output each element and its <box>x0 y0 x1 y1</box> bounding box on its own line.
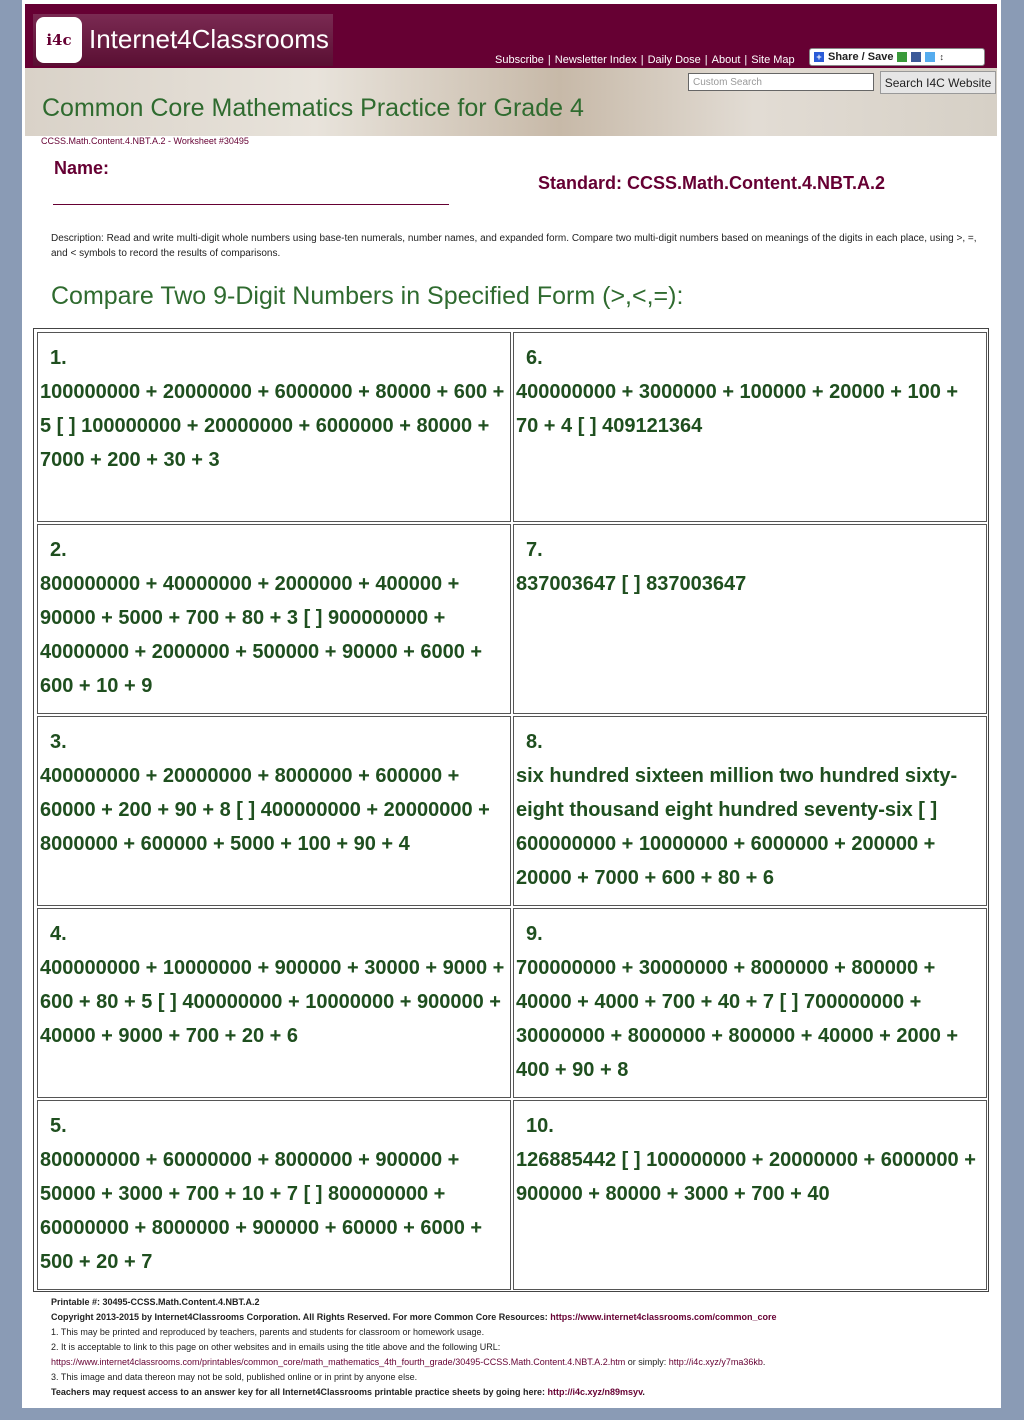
note-1: 1. This may be printed and reproduced by teachers, parents and students for classroom or homework usage. <box>51 1327 485 1337</box>
worksheet-url[interactable]: https://www.internet4classrooms.com/printables/common_core/math_mathematics_4th_fourth_grade/30495-CCSS.Math.Content.4.NBT.A.2.htm <box>51 1357 626 1367</box>
question-cell <box>513 332 987 522</box>
question-text: 400000000 + 3000000 + 100000 + 20000 + 100 + 70 + 4 [ ] 409121364 <box>516 381 959 437</box>
copyright-text: Copyright 2013-2015 by Internet4Classrooms Corporation. All Rights Reserved. For more Common Core Resources: <box>51 1312 551 1322</box>
note-2: 2. It is acceptable to link to this page on other websites and in emails using the title above and the following URL: <box>51 1342 501 1352</box>
question-text: 400000000 + 10000000 + 900000 + 30000 + 9000 + 600 + 80 + 5 [ ] 400000000 + 10000000 + 900000 + 40000 + 9000 + 700 + 20 + 6 <box>40 957 505 1047</box>
search-input[interactable]: Custom Search <box>688 73 874 91</box>
question-cell <box>37 332 511 522</box>
question-number: 4. <box>50 923 67 945</box>
nav-daily-dose[interactable]: Daily Dose <box>647 54 701 66</box>
answer-key-text: Teachers may request access to an answer key for all Internet4Classrooms printable practice sheets by going here: <box>51 1387 548 1397</box>
question-cell <box>37 524 511 714</box>
question-cell <box>37 716 511 906</box>
url-joiner: or simply: <box>625 1357 669 1367</box>
question-text: 800000000 + 60000000 + 8000000 + 900000 + 50000 + 3000 + 700 + 10 + 7 [ ] 800000000 + 60000000 + 8000000 + 900000 + 60000 + 6000 + 500 + 20 + 7 <box>40 1149 483 1273</box>
worksheet-id: CCSS.Math.Content.4.NBT.A.2 - Worksheet #30495 <box>41 136 249 146</box>
nav-subscribe[interactable]: Subscribe <box>495 54 544 66</box>
question-cell <box>37 1100 511 1290</box>
question-number: 7. <box>526 539 543 561</box>
description: Description: Read and write multi-digit whole numbers using base-ten numerals, number names, and expanded form. Compare two multi-digit numbers based on meanings of the digits in each place, using >, =, and < symbols to record the results of comparisons. <box>51 233 977 259</box>
question-cell <box>513 716 987 906</box>
question-cell <box>37 908 511 1098</box>
nav-site-map[interactable]: Site Map <box>751 54 795 66</box>
name-label: Name: <box>54 158 110 178</box>
site-logo[interactable] <box>33 14 333 66</box>
logo-text: Internet4Classrooms <box>89 24 329 54</box>
logo-mark: i4c <box>36 17 82 63</box>
url-line: https://www.internet4classrooms.com/printables/common_core/math_mathematics_4th_fourth_grade/30495-CCSS.Math.Content.4.NBT.A.2.htm or simply: http://i4c.xyz/y7ma36kb. <box>51 1357 766 1367</box>
answer-key-link[interactable]: http://i4c.xyz/n89msyv <box>547 1387 643 1397</box>
common-core-link[interactable]: https://www.internet4classrooms.com/common_core <box>550 1312 777 1322</box>
question-cell <box>513 524 987 714</box>
twitter-icon <box>925 52 935 62</box>
copyright <box>51 1310 991 1325</box>
question-text: 800000000 + 40000000 + 2000000 + 400000 + 90000 + 5000 + 700 + 80 + 3 [ ] 900000000 + 40000000 + 2000000 + 500000 + 90000 + 6000 + 600 + 10 + 9 <box>40 573 483 697</box>
short-url[interactable]: http://i4c.xyz/y7ma36kb <box>668 1357 763 1367</box>
question-number: 6. <box>526 347 543 369</box>
nav-newsletter-index[interactable]: Newsletter Index <box>554 54 637 66</box>
note-3: 3. This image and data thereon may not be sold, published online or in print by anyone else. <box>51 1372 418 1382</box>
question-number: 1. <box>50 347 67 369</box>
question-number: 5. <box>50 1115 67 1137</box>
question-text: six hundred sixteen million two hundred sixty-eight thousand eight hundred seventy-six [ ] 600000000 + 10000000 + 6000000 + 200000 + 20000 + 7000 + 600 + 80 + 6 <box>516 765 958 889</box>
page <box>22 0 1001 1408</box>
answer-key-note: Teachers may request access to an answer key for all Internet4Classrooms printable practice sheets by going here: http://i4c.xyz/n89msyv. <box>51 1387 645 1397</box>
name-line <box>53 204 449 205</box>
share-plus-icon: + <box>814 52 824 62</box>
question-cell <box>513 908 987 1098</box>
question-number: 2. <box>50 539 67 561</box>
site-header <box>25 4 997 68</box>
share-label: Share / Save <box>828 51 894 63</box>
page-title: Common Core Mathematics Practice for Grade 4 <box>42 94 584 122</box>
search-button[interactable]: Search I4C Website <box>880 71 996 94</box>
printable-number: Printable #: 30495-CCSS.Math.Content.4.NBT.A.2 <box>51 1297 260 1307</box>
worksheet-subtitle: Compare Two 9-Digit Numbers in Specified Form (>,<,=): <box>51 282 684 310</box>
question-text: 400000000 + 20000000 + 8000000 + 600000 + 60000 + 200 + 90 + 8 [ ] 400000000 + 20000000 + 8000000 + 600000 + 5000 + 100 + 90 + 4 <box>40 765 490 855</box>
question-cell <box>513 1100 987 1290</box>
share-icon <box>897 52 907 62</box>
standard-label: Standard: CCSS.Math.Content.4.NBT.A.2 <box>538 173 886 193</box>
question-text: 837003647 [ ] 837003647 <box>516 573 747 595</box>
question-number: 9. <box>526 923 543 945</box>
facebook-icon <box>911 52 921 62</box>
question-text: 700000000 + 30000000 + 8000000 + 800000 + 40000 + 4000 + 700 + 40 + 7 [ ] 700000000 + 30000000 + 8000000 + 800000 + 40000 + 2000 + 400 + 90 + 8 <box>516 957 959 1081</box>
question-number: 8. <box>526 731 543 753</box>
nav-links: Subscribe | Newsletter Index | Daily Dose | About | Site Map <box>495 54 795 66</box>
question-number: 10. <box>526 1115 554 1137</box>
share-save-button[interactable] <box>809 48 985 66</box>
question-text: 100000000 + 20000000 + 6000000 + 80000 + 600 + 5 [ ] 100000000 + 20000000 + 6000000 + 80000 + 7000 + 200 + 30 + 3 <box>40 381 505 471</box>
question-text: 126885442 [ ] 100000000 + 20000000 + 6000000 + 900000 + 80000 + 3000 + 700 + 40 <box>516 1149 976 1205</box>
question-number: 3. <box>50 731 67 753</box>
nav-about[interactable]: About <box>711 54 741 66</box>
question-grid <box>33 328 989 1292</box>
dropdown-icon: ↕ <box>939 52 944 62</box>
footer <box>51 1295 991 1400</box>
